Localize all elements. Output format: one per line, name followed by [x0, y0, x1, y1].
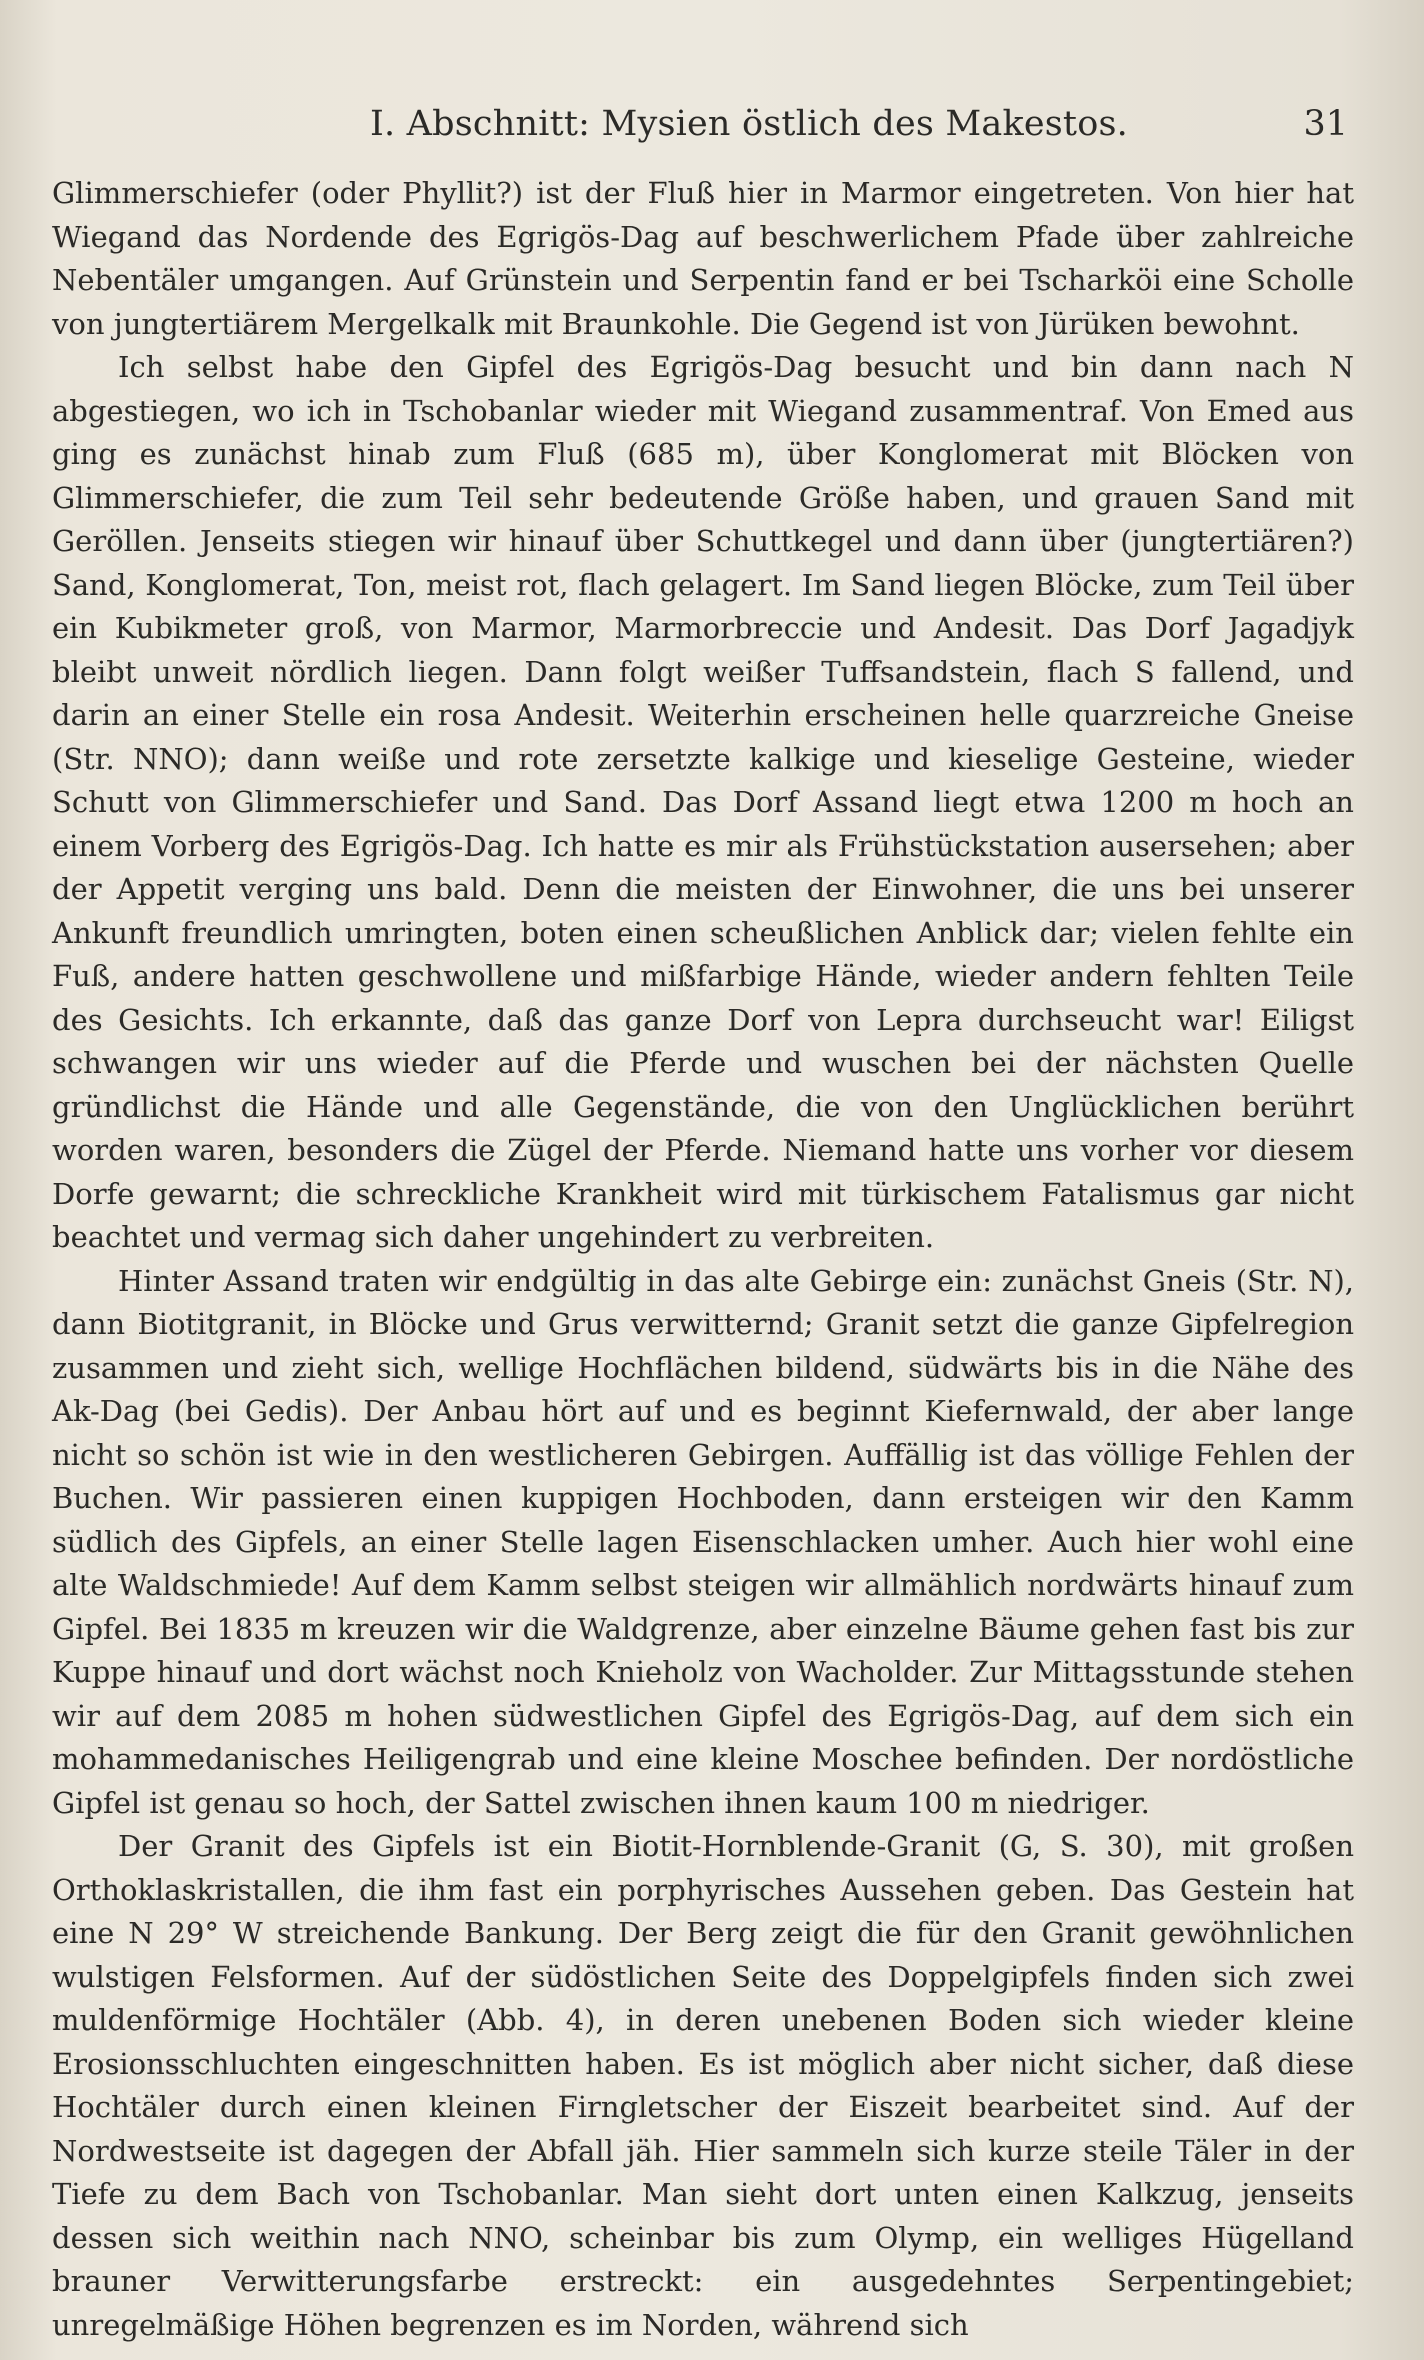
paragraph-assand: Ich selbst habe den Gipfel des Egrigös-Dag besucht und bin dann nach N abgestiegen, wo ich in Tschobanlar wieder mit Wiegand zusammentraf. Von Emed aus ging es zunächst hinab zum Fluß (685 m), über Konglomerat mit Blöcken von Glimmerschiefer, die zum Teil sehr bedeutende Größe haben, und grauen Sand mit Geröllen. Jenseits stiegen wir hinauf über Schuttkegel und dann über (jungtertiären?) Sand, Konglomerat, Ton, meist rot, flach gelagert. Im Sand liegen Blöcke, zum Teil über ein Kubikmeter groß, von Marmor, Marmorbreccie und Andesit. Das Dorf Jagadjyk bleibt unweit nördlich liegen. Dann folgt weißer Tuffsandstein, flach S fallend, und darin an einer Stelle ein rosa Andesit. Weiterhin erscheinen helle quarzreiche Gneise (Str. NNO); dann weiße und rote zersetzte kalkige und kieselige Gesteine, wieder Schutt von Glimmerschiefer und Sand. Das Dorf Assand liegt etwa 1200 m hoch an einem Vorberg des Egrigös-Dag. Ich hatte es mir als Frühstückstation ausersehen; aber der Appetit verging uns bald. Denn die meisten der Einwohner, die uns bei unserer Ankunft freundlich umringten, boten einen scheußlichen Anblick dar; vielen fehlte ein Fuß, andere hatten geschwollene und mißfarbige Hände, wieder andern fehlten Teile des Gesichts. Ich erkannte, daß das ganze Dorf von Lepra durchseucht war! Eiligst schwangen wir uns wieder auf die Pferde und wuschen bei der nächsten Quelle gründlichst die Hände und alle Gegenstände, die von den Unglücklichen berührt worden waren, besonders die Zügel der Pferde. Niemand hatte uns vorher vor diesem Dorfe gewarnt; die schreckliche Krankheit wird mit türkischem Fatalismus gar nicht beachtet und vermag sich daher ungehindert zu verbreiten. — [52, 350, 1354, 1254]
body-text — [52, 172, 1354, 2347]
paragraph-continuation: Glimmerschiefer (oder Phyllit?) ist der Fluß hier in Marmor eingetreten. Von hier hat Wiegand das Nordende des Egrigös-Dag auf beschwerlichem Pfade über zahlreiche Nebentäler umgangen. Auf Grünstein und Serpentin fand er bei Tscharköi eine Scholle von jungtertiärem Mergelkalk mit Braunkohle. Die Gegend ist von Jürüken bewohnt. — [52, 176, 1354, 341]
page-number: 31 — [1303, 104, 1348, 144]
paragraph-granit: Der Granit des Gipfels ist ein Biotit-Hornblende-Granit (G, S. 30), mit großen Orthoklaskristallen, die ihm fast ein porphyrisches Aussehen geben. Das Gestein hat eine N 29° W streichende Bankung. Der Berg zeigt die für den Granit gewöhnlichen wulstigen Felsformen. Auf der südöstlichen Seite des Doppelgipfels finden sich zwei muldenförmige Hochtäler (Abb. 4), in deren unebenen Boden sich wieder kleine Erosionsschluchten eingeschnitten haben. Es ist möglich aber nicht sicher, daß diese Hochtäler durch einen kleinen Firngletscher der Eiszeit bearbeitet sind. Auf der Nordwestseite ist dagegen der Abfall jäh. Hier sammeln sich kurze steile Täler in der Tiefe zu dem Bach von Tschobanlar. Man sieht dort unten einen Kalkzug, jenseits dessen sich weithin nach NNO, scheinbar bis zum Olymp, ein welliges Hügelland brauner Verwitterungsfarbe erstreckt: ein ausgedehntes Serpentingebiet; unregelmäßige Höhen begrenzen es im Norden, während sich — [52, 1829, 1354, 2342]
chapter-heading: I. Abschnitt: Mysien östlich des Makestos. — [370, 104, 1128, 144]
running-header — [52, 100, 1354, 148]
paragraph-gipfelregion: Hinter Assand traten wir endgültig in das alte Gebirge ein: zunächst Gneis (Str. N), dann Biotitgranit, in Blöcke und Grus verwitternd; Granit setzt die ganze Gipfelregion zusammen und zieht sich, wellige Hochflächen bildend, südwärts bis in die Nähe des Ak-Dag (bei Gedis). Der Anbau hört auf und es beginnt Kiefernwald, der aber lange nicht so schön ist wie in den westlicheren Gebirgen. Auffällig ist das völlige Fehlen der Buchen. Wir passieren einen kuppigen Hochboden, dann ersteigen wir den Kamm südlich des Gipfels, an einer Stelle lagen Eisenschlacken umher. Auch hier wohl eine alte Waldschmiede! Auf dem Kamm selbst steigen wir allmählich nordwärts hinauf zum Gipfel. Bei 1835 m kreuzen wir die Waldgrenze, aber einzelne Bäume gehen fast bis zur Kuppe hinauf und dort wächst noch Knieholz von Wacholder. Zur Mittagsstunde stehen wir auf dem 2085 m hohen südwestlichen Gipfel des Egrigös-Dag, auf dem sich ein mohammedanisches Heiligengrab und eine kleine Moschee befinden. Der nordöstliche Gipfel ist genau so hoch, der Sattel zwischen ihnen kaum 100 m niedriger. — [52, 1263, 1354, 1820]
